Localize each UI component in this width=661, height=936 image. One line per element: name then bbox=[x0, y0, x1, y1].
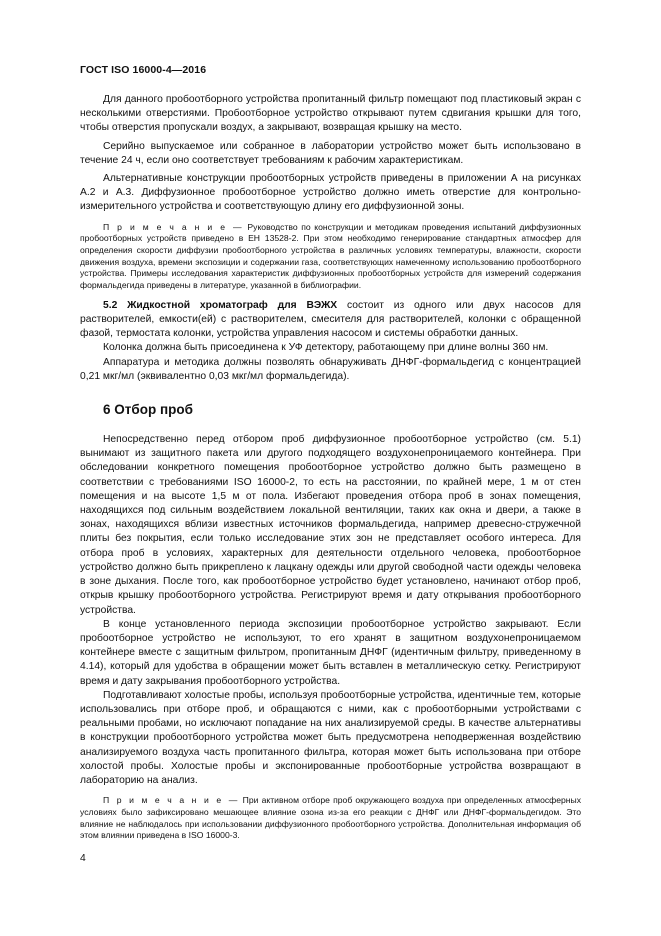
note bbox=[80, 795, 581, 842]
paragraph: Непосредственно перед отбором проб диффузионное пробоотборное устройство (см. 5.1) вынимают из защитного пакета или другого подходящего воздухонепроницаемого контейнера. При обследовании конкретного помещения пробоотборное устройство должно быть размещено в соответствии с требованиями ISO 16000-2, то есть на расстоянии, по крайней мере, 1 м от стен помещения и на высоте 1,5 м от пола. Избегают проведения отбора проб в зонах помещения, находящихся под сильным воздействием локальной вентиляции, таких как окна и двери, а также в зонах, находящихся вблизи известных источников формальдегида, например древесно-стружечной плиты без покрытия, если только исследование этих зон не представляет особого интереса. Для отбора проб в условиях, характерных для деятельности отдельного человека, пробоотборное устройство должно быть прикреплено к лацкану одежды или другой свободной части одежды человека в зоне дыхания. После того, как пробоотборное устройство будет установлено, начинают отбор проб, открыв крышку пробоотборного устройства. Регистрируют время и дату открывания пробоотборного устройства. bbox=[80, 434, 581, 616]
paragraph: Серийно выпускаемое или собранное в лаборатории устройство может быть использовано в течение 24 ч, если оно соответствует требованиям к рабочим характеристикам. bbox=[80, 140, 581, 166]
paragraph: Для данного пробоотборного устройства пропитанный фильтр помещают под пластиковый экран с несколькими отверстиями. Пробоотборное устройство открывают путем сдвигания крышки для того, чтобы отверстия пропускали воздух, а закрывают, возвращая крышку на место. bbox=[80, 94, 581, 134]
note-text: При активном отборе проб окружающего воздуха при определенных атмосферных условиях было зафиксировано мешающее влияние озона из-за его реакции с ДНФГ или ДНФГ-формальдегидом. Это влияние не наблюдалось при использовании диффузионного пробоотборного устройства. Дополнительная информация об этом влиянии приведена в ISO 16000-3. bbox=[80, 795, 582, 841]
paragraph: Аппаратура и методика должны позволять обнаруживать ДНФГ-формальдегид с концентрацией 0,21 мкг/мл (эквивалентно 0,03 мкг/мл формальдегида). bbox=[80, 356, 581, 382]
note bbox=[80, 222, 581, 292]
section-title: 6 Отбор проб bbox=[103, 402, 193, 418]
note-label: П р и м е ч а н и е — bbox=[103, 221, 244, 232]
paragraph: Колонка должна быть присоединена к УФ детектору, работающему при длине волны 360 нм. bbox=[103, 342, 549, 354]
paragraph: Альтернативные конструкции пробоотборных устройств приведены в приложении А на рисунках А.2 и А.3. Диффузионное пробоотборное устройство должно иметь отверстие для контрольно-измерительного устройства и соответствующую длину его диффузионной зоны. bbox=[80, 173, 581, 213]
clause-5-2 bbox=[80, 299, 581, 342]
note-label: П р и м е ч а н и е — bbox=[103, 795, 240, 806]
paragraph: Подготавливают холостые пробы, используя пробоотборные устройства, идентичные тем, которые использовались при отборе проб, и обращаются с ними, как с пробоотборными устройствами с реальными пробами, но исключают попадание на них анализируемой среды. В качестве альтернативы в конструкции пробоотборного устройства может быть предусмотрена неподверженная воздействию анализируемого воздуха часть пропитанного фильтра, которая может быть использована при отборе холостой пробы. Холостые пробы и экспонированные пробоотборные устройства возвращают в лабораторию на анализ. bbox=[80, 689, 581, 786]
note-text: Руководство по конструкции и методикам проведения испытаний диффузионных пробоотборных устройств приведено в ЕН 13528-2. При этом необходимо генерирование стандартных атмосфер для определения скорости диффузии пробоотборного устройства в различных условиях температуры, влажности, скорости движения воздуха, времени экспозиции и содержании газа, соответствующих намеченному использованию пробоотборного устройства. Примеры исследования характеристик диффузионных пробоотборных устройств для измерений содержания формальдегида приведены в литературе, указанной в библиографии. bbox=[80, 221, 582, 291]
document-page bbox=[80, 64, 581, 842]
paragraph: В конце установленного периода экспозиции пробоотборное устройство закрывают. Если пробоотборное устройство не используют, то его хранят в защитном воздухонепроницаемом контейнере вместе с защитным фильтром, пропитанным ДНФГ (идентичным фильтру, приведенному в 4.14), который для удобства в обращении может быть вставлен в металлическую сетку. Регистрируют время и дату закрывания пробоотборного устройства. bbox=[80, 618, 581, 687]
page-number: 4 bbox=[80, 853, 86, 864]
clause-text: состоит из одного или двух насосов для растворителей, емкости(ей) с растворителем, смесителя для растворителей, колонки с обращенной фазой, термостата колонки, устройства управления насосом и системы обработки данных. bbox=[80, 299, 581, 340]
document-header: ГОСТ ISO 16000-4—2016 bbox=[80, 64, 207, 76]
intro-block bbox=[80, 93, 581, 215]
clause-heading: 5.2 Жидкостной хроматограф для ВЭЖХ bbox=[103, 299, 338, 311]
section-6-body bbox=[80, 433, 581, 788]
